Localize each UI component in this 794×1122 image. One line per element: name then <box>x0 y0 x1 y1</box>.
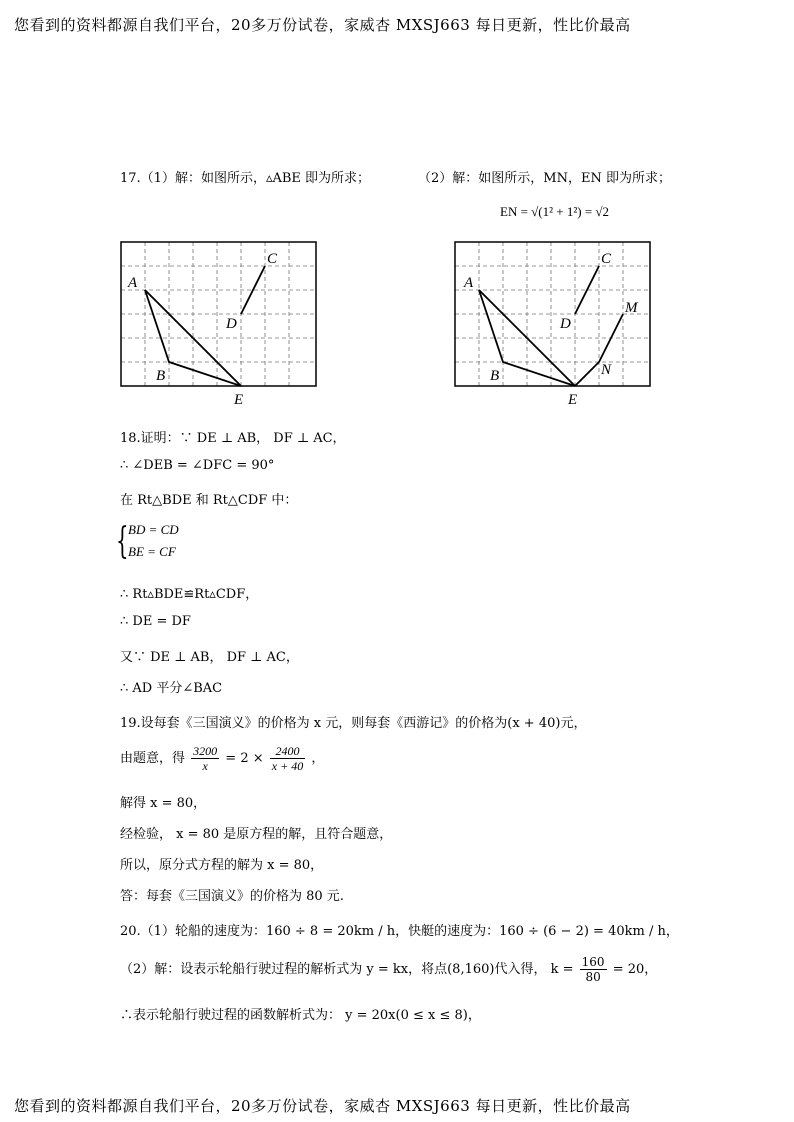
q17-figure-2 <box>444 232 664 410</box>
label-e: E <box>234 392 244 408</box>
q17-formula: EN = √(1² + 1²) = √2 <box>500 204 610 219</box>
q17-part2-text: （2）解：如图所示，MN，EN 即为所求； <box>418 171 671 186</box>
footer-watermark-text: 您看到的资料都源自我们平台，20多万份试卷，家威杏 MXSJ663 每日更新，性比价最高 <box>14 1097 631 1115</box>
q18-line-5: ∴ DE = DF <box>120 614 191 629</box>
q18-line-2: ∴ ∠DEB = ∠DFC = 90° <box>120 458 275 473</box>
label-e: E <box>568 392 578 408</box>
q18-system-row-1: BD = CD <box>128 522 179 537</box>
q18-system-row-2: BE = CF <box>128 544 176 559</box>
header-watermark-text: 您看到的资料都源自我们平台，20多万份试卷，家威杏 MXSJ663 每日更新，性比价最高 <box>14 16 631 34</box>
label-a: A <box>464 275 474 291</box>
q19-eq-prefix: 由题意，得 <box>120 751 186 766</box>
label-a: A <box>128 275 138 291</box>
label-b: B <box>490 368 500 384</box>
label-b: B <box>156 368 166 384</box>
q18-line-1: 18.证明：∵ DE ⊥ AB， DF ⊥ AC， <box>120 431 346 446</box>
q19-fraction-2 <box>270 744 305 773</box>
q19-equation-line <box>120 744 324 773</box>
q19-eq-suffix: ， <box>311 751 325 766</box>
q19-line-6: 答：每套《三国演义》的价格为 80 元. <box>120 889 344 904</box>
q18-line-7: ∴ AD 平分∠BAC <box>120 681 223 696</box>
label-d: D <box>226 316 237 332</box>
q19-line-4: 经检验， x = 80 是原方程的解，且符合题意， <box>120 827 393 842</box>
q19-fraction-2-denominator: x + 40 <box>271 759 304 773</box>
label-d: D <box>560 316 571 332</box>
q19-line-1: 19.设每套《三国演义》的价格为 x 元，则每套《西游记》的价格为(x + 40)元， <box>120 716 587 731</box>
q19-line-3: 解得 x = 80， <box>120 796 207 811</box>
q19-fraction-1-numerator: 3200 <box>193 744 218 758</box>
q20-line-3: ∴表示轮船行驶过程的函数解析式为： y = 20x(0 ≤ x ≤ 8)， <box>120 1008 481 1023</box>
label-m: M <box>625 300 638 316</box>
q19-fraction-1 <box>191 744 219 773</box>
q19-eq-middle: = 2 × <box>225 751 264 766</box>
q19-line-5: 所以，原分式方程的解为 x = 80， <box>120 858 324 873</box>
q18-line-4: ∴ Rt▵BDE≌Rt▵CDF， <box>120 587 259 602</box>
q20-line-1: 20.（1）轮船的速度为：160 ÷ 8 = 20km / h，快艇的速度为：160 ÷ (6 − 2) = 40km / h， <box>120 924 679 939</box>
q20-eq-prefix: （2）解：设表示轮船行驶过程的解析式为 y = kx，将点(8,160)代入得， k = <box>120 962 574 977</box>
q20-fraction-denominator: 80 <box>585 970 601 984</box>
q17-part1-text: 17.（1）解：如图所示，▵ABE 即为所求； <box>120 171 371 186</box>
q20-line-2 <box>120 955 657 984</box>
q19-fraction-1-denominator: x <box>202 759 208 773</box>
q18-line-3: 在 Rt△BDE 和 Rt△CDF 中： <box>120 493 298 508</box>
q19-fraction-2-numerator: 2400 <box>270 744 305 759</box>
q20-eq-suffix: = 20， <box>612 962 658 977</box>
label-c: C <box>267 251 278 267</box>
q17-figure-1 <box>110 232 330 410</box>
q20-fraction-numerator: 160 <box>581 955 605 969</box>
brace-symbol: { <box>116 521 129 562</box>
label-c: C <box>601 251 612 267</box>
q20-fraction <box>580 955 607 984</box>
label-n: N <box>601 362 612 378</box>
q18-line-6: 又∵ DE ⊥ AB， DF ⊥ AC， <box>120 650 299 665</box>
